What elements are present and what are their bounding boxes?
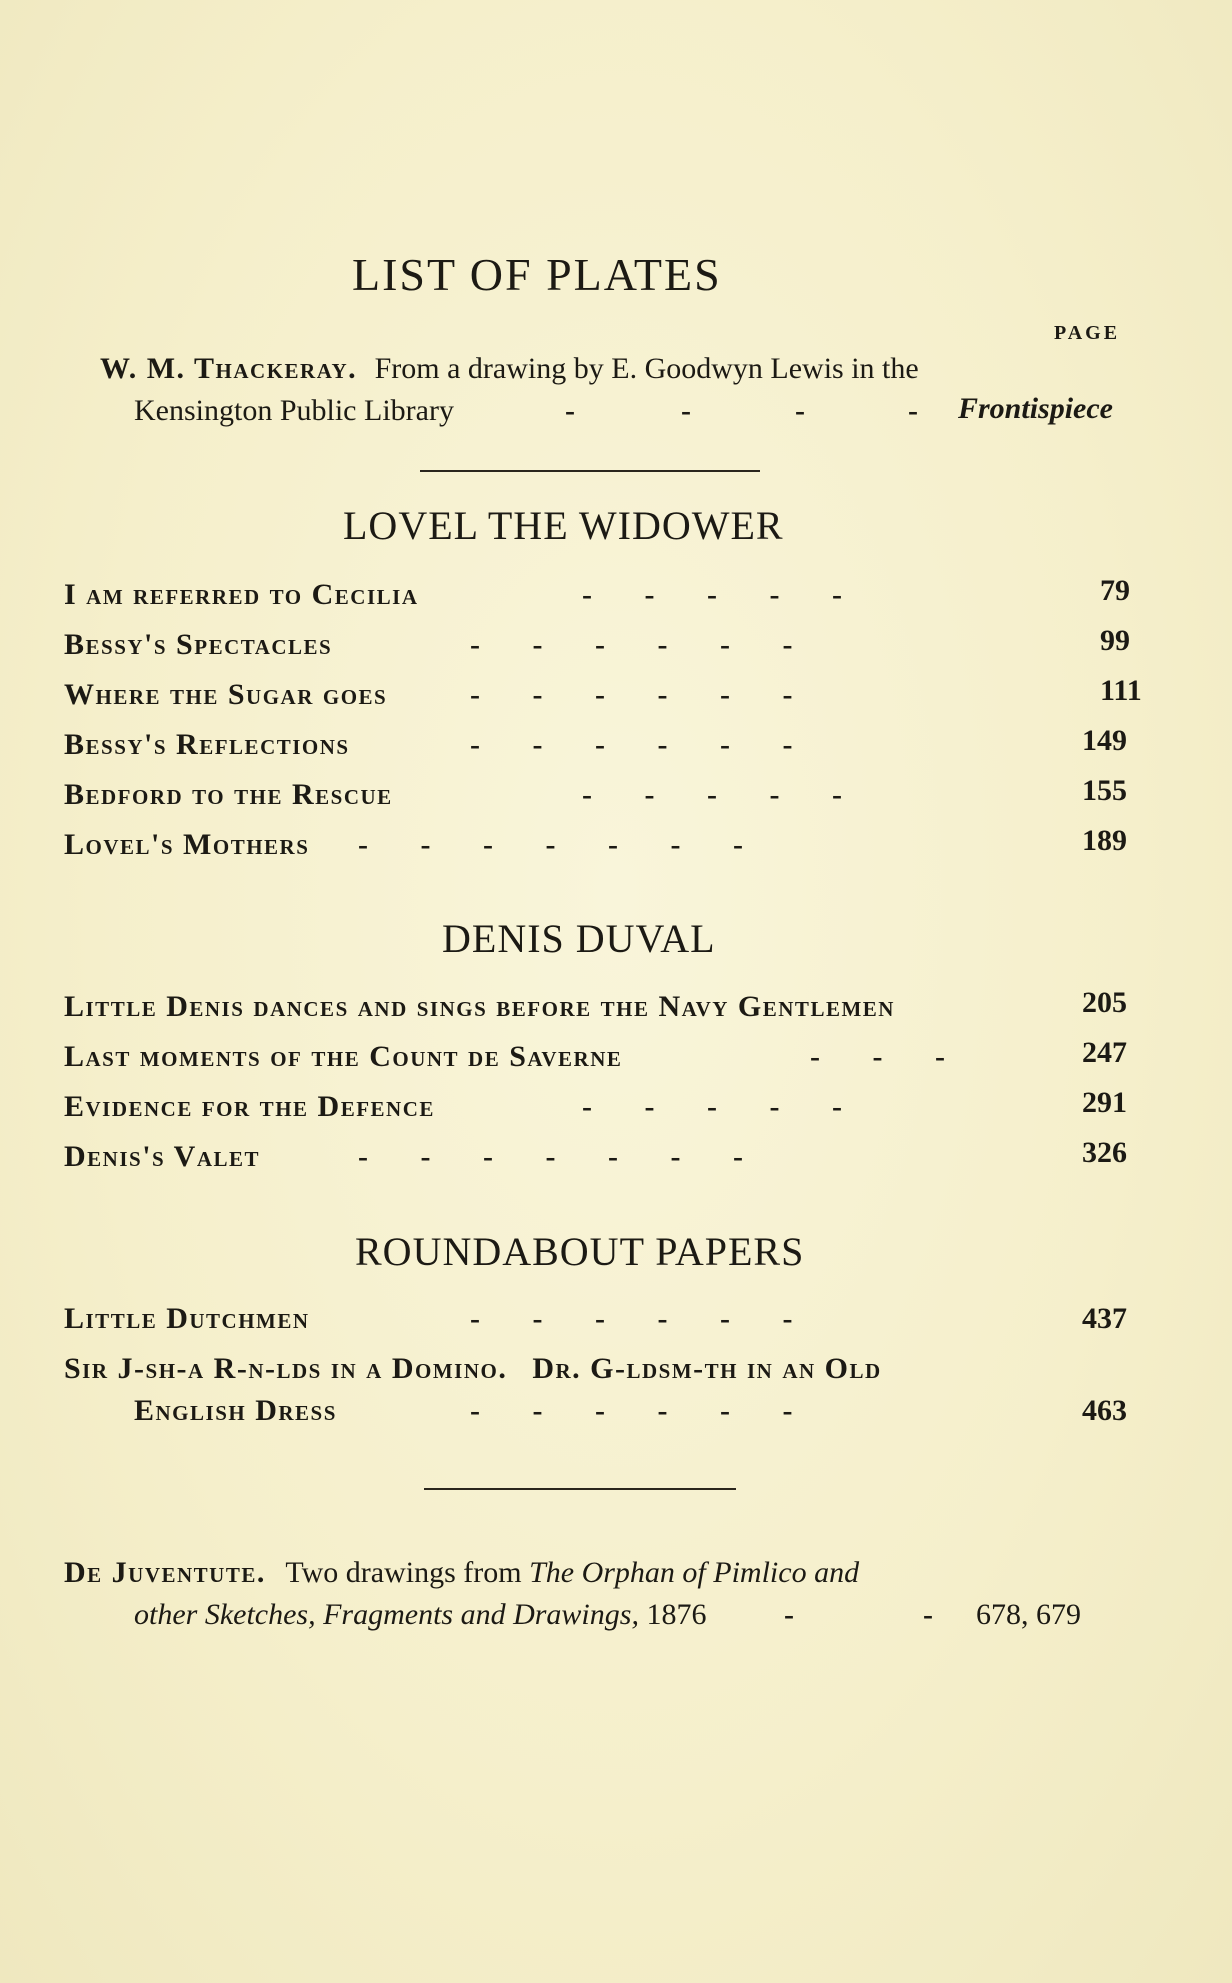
juventute-year: 1876 bbox=[646, 1598, 707, 1631]
frontispiece-page: Frontispiece bbox=[958, 392, 1113, 425]
dash-leader: - - - - - - bbox=[470, 1302, 793, 1335]
dash-leader: - - - - - - bbox=[470, 628, 793, 661]
plate-page-number: 463 bbox=[1082, 1394, 1127, 1427]
dash-leader: - - - - - - bbox=[470, 678, 793, 711]
dash-leader: - bbox=[681, 394, 691, 427]
plate-page-number: 437 bbox=[1082, 1302, 1127, 1335]
plate-entry: Bessy's Reflections bbox=[64, 728, 350, 761]
juventute-continuation bbox=[134, 1598, 706, 1632]
plate-entry: Denis's Valet bbox=[64, 1140, 261, 1173]
juventute-desc-italic-2: other Sketches, Fragments and Drawings, bbox=[134, 1598, 639, 1631]
frontispiece-name: W. M. Thackeray. bbox=[100, 352, 358, 385]
dash-leader: - bbox=[908, 394, 918, 427]
section-title-roundabout: ROUNDABOUT PAPERS bbox=[355, 1229, 805, 1274]
section-divider bbox=[420, 470, 760, 472]
juventute-desc: Two drawings from bbox=[285, 1556, 522, 1589]
plate-page-number: 247 bbox=[1082, 1036, 1127, 1069]
plate-page-number: 79 bbox=[1100, 574, 1130, 607]
plate-entry: Bedford to the Rescue bbox=[64, 778, 393, 811]
juventute-desc-italic: The Orphan of Pimlico and bbox=[529, 1556, 860, 1589]
plate-entry: Last moments of the Count de Saverne bbox=[64, 1040, 623, 1073]
frontispiece-entry bbox=[100, 352, 919, 386]
plate-entry: Little Dutchmen bbox=[64, 1302, 310, 1335]
plate-entry: Evidence for the Defence bbox=[64, 1090, 435, 1123]
plate-entry bbox=[64, 1352, 882, 1386]
plate-entry-title-part: Sir J-sh-a R-n-lds in a Domino. bbox=[64, 1352, 508, 1385]
plate-page-number: 291 bbox=[1082, 1086, 1127, 1119]
plate-page-number: 326 bbox=[1082, 1136, 1127, 1169]
dash-leader: - - - - - - bbox=[470, 728, 793, 761]
plate-entry: I am referred to Cecilia bbox=[64, 578, 419, 611]
frontispiece-desc: From a drawing by E. Goodwyn Lewis in the bbox=[374, 352, 919, 385]
dash-leader: - - - bbox=[810, 1040, 945, 1073]
plate-page-number: 205 bbox=[1082, 986, 1127, 1019]
plate-entry-continuation: English Dress bbox=[134, 1394, 337, 1427]
dash-leader: - - - - - bbox=[582, 1090, 842, 1123]
plate-entry: Little Denis dances and sings before the Navy Gentlemen bbox=[64, 990, 895, 1023]
juventute-entry bbox=[64, 1556, 859, 1590]
plate-entry: Where the Sugar goes bbox=[64, 678, 388, 711]
dash-leader: - - - - - - - bbox=[358, 1140, 743, 1173]
plate-page-number: 111 bbox=[1100, 674, 1142, 707]
page-title: LIST OF PLATES bbox=[352, 249, 722, 300]
section-divider bbox=[424, 1488, 736, 1490]
page-column-label: PAGE bbox=[1054, 322, 1121, 344]
section-title-denis: DENIS DUVAL bbox=[442, 916, 716, 961]
plate-page-number: 149 bbox=[1082, 724, 1127, 757]
dash-leader: - - - - - bbox=[582, 578, 842, 611]
juventute-name: De Juventute. bbox=[64, 1556, 266, 1589]
plate-page-number: 155 bbox=[1082, 774, 1127, 807]
plate-entry: Bessy's Spectacles bbox=[64, 628, 333, 661]
section-title-lovel: LOVEL THE WIDOWER bbox=[343, 503, 784, 548]
frontispiece-desc-2: Kensington Public Library bbox=[134, 394, 454, 427]
plate-entry-title-part: Dr. G-ldsm-th in an Old bbox=[532, 1352, 882, 1385]
plate-entry: Lovel's Mothers bbox=[64, 828, 310, 861]
dash-leader: - - - - - bbox=[582, 778, 842, 811]
dash-leader: - - - - - - bbox=[470, 1394, 793, 1427]
dash-leader: - bbox=[784, 1598, 794, 1631]
dash-leader: - bbox=[923, 1598, 933, 1631]
juventute-pages: 678, 679 bbox=[976, 1598, 1081, 1631]
plate-page-number: 99 bbox=[1100, 624, 1130, 657]
dash-leader: - bbox=[795, 394, 805, 427]
plate-page-number: 189 bbox=[1082, 824, 1127, 857]
dash-leader: - bbox=[565, 394, 575, 427]
dash-leader: - - - - - - - bbox=[358, 828, 743, 861]
